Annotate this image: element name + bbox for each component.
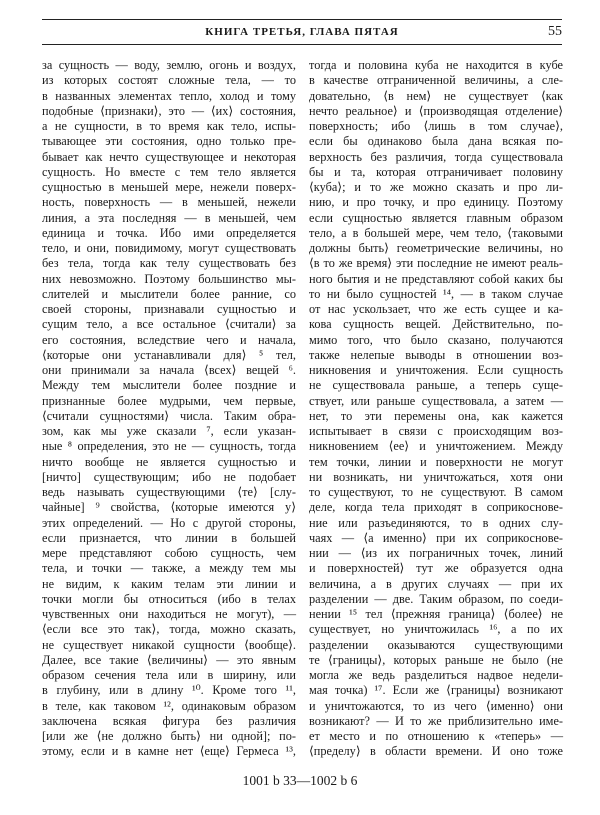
text-line: сущим тело, а все остальное ⟨считали⟩ за (42, 317, 296, 332)
text-line: если сущностью является главным образом (309, 210, 563, 225)
text-line: могла же ведь разделиться надвое недели- (309, 668, 563, 682)
text-line: мимо того, что было сказано, получаются (309, 332, 563, 347)
page-number: 55 (548, 24, 562, 39)
text-line: мере представляют собою сущность, чем (42, 546, 296, 560)
text-line: Далее, все такие ⟨величины⟩ — это явным (42, 652, 296, 667)
text-line: своей стороны, признавали сущностью и (42, 302, 296, 316)
text-line: должны быть⟩ геометрические величины, но (309, 241, 563, 255)
text-line: испытывает в связи с происходящим воз- (309, 424, 563, 438)
text-line: признанные более мудрыми, чем первые, (42, 393, 296, 408)
bekker-reference: 1001 b 33—1002 b 6 (242, 773, 358, 788)
text-line: без тела, тогда как телу существовать без (42, 256, 296, 271)
text-line: поверхность; ибо ⟨лишь в том случае⟩, (309, 119, 563, 133)
text-line: нечто реальное⟩ и ⟨производящая отделение⟩ (309, 103, 563, 118)
text-line: величина, а в других случаях — при их (309, 576, 563, 591)
text-line: слителей и мыслители более ранние, со (42, 286, 296, 301)
text-line: не существует никакой сущности ⟨вообще⟩. (42, 637, 296, 652)
text-line: в качестве отграниченной величины, а сле- (309, 73, 563, 88)
text-line: в названных элементах тепло, холод и тому (42, 88, 296, 103)
text-line: [ничто] существующим; ибо не подобает (42, 469, 296, 484)
text-line: верхность без различия, тогда существовала (309, 149, 563, 164)
text-line: ствует, или раньше существовала, а затем — (309, 393, 563, 408)
text-line: чаях — ⟨а именно⟩ при их соприкоснове- (309, 530, 563, 545)
text-line: ного бытия и не представляют собой каких бы (309, 271, 563, 286)
text-line: ничто вообще не является сущностью и (42, 454, 296, 469)
text-line: Между тем мыслители более поздние и (42, 378, 296, 393)
text-line: тела, и точки — также, а между тем мы (42, 561, 296, 576)
text-line: никновением ⟨ее⟩ и уничтожением. Между (309, 439, 563, 454)
text-line: образом сечения тела или в ширину, или (42, 668, 296, 682)
text-line: возникают? — И то же приблизительно име- (309, 713, 563, 728)
text-line: тогда и половина куба не находится в кубе (309, 58, 563, 72)
text-line: кова сущность вещей. Действительно, по- (309, 317, 563, 332)
text-line: не видим, к каким телам эти линии и (42, 576, 296, 591)
text-line: если бы одинаково была дана всякая по- (309, 134, 563, 149)
text-line: также нелепые выводы в отношении воз- (309, 347, 563, 362)
text-line: ни возникать, ни уничтожаться, хотя они (309, 469, 563, 484)
text-line: то существуют, то не существуют. В самом (309, 485, 563, 499)
text-line: мая точка) ¹⁷. Если же ⟨границы⟩ возникают (309, 683, 563, 698)
text-line: чувственных они находиться не могут), — (42, 607, 296, 621)
text-line: за сущность — воду, землю, огонь и воздух, (42, 58, 296, 72)
text-line: сущность. Но вместе с тем тело является (42, 164, 296, 179)
text-line: них невозможно. Поэтому большинство мы- (42, 271, 296, 286)
text-line: ⟨считали сущностями⟩ числа. Таким обра- (42, 408, 296, 423)
text-line: ⟨которые они устанавливали для⟩ ⁵ тел, (42, 347, 296, 362)
text-line: ные ⁸ определения, это не — сущность, тогда (42, 439, 296, 454)
text-line: заключена всякая фигура без различия (42, 713, 296, 728)
text-line: ⟨если все это так⟩, тогда, можно сказать, (42, 622, 296, 637)
text-line: разделении оказываются существующими (309, 637, 563, 652)
text-line: этому, если и в камне нет ⟨еще⟩ Гермеса ¹³, (42, 744, 296, 759)
text-line: бывает как нечто существующее и некоторая (42, 149, 296, 164)
text-line: если признается, что линии в большей (42, 530, 296, 545)
text-line: тело, и они, повидимому, могут существовать (42, 241, 296, 255)
text-line: подобные ⟨признаки⟩, это — ⟨их⟩ состояния, (42, 103, 296, 118)
text-line: ние или разъединяются, то в одних слу- (309, 515, 563, 530)
text-line: чайные] ⁹ свойства, ⟨которые имеются у⟩ (42, 500, 296, 515)
text-line: а не сущности, в то время как тело, испы- (42, 119, 296, 133)
text-line: ведь называть существующими ⟨те⟩ [слу- (42, 485, 296, 499)
text-line: единица и точка. Ибо ими определяется (42, 225, 296, 240)
running-header-title: КНИГА ТРЕТЬЯ, ГЛАВА ПЯТАЯ (205, 26, 399, 38)
text-line: бы и та, которая отграничивает половину (309, 164, 563, 179)
right-text-column (309, 58, 563, 760)
text-line: точки могли бы относиться (ибо в телах (42, 591, 296, 606)
text-line: ⟨в то же время⟩ эти последние не имеют реаль- (309, 256, 563, 271)
text-line: то ни было сущностей ¹⁴, — в таком случае (309, 286, 563, 301)
text-line: довательно, ⟨в нем⟩ не существует ⟨как (309, 88, 563, 103)
text-line: ⟨куба⟩; и то же можно сказать и про ли- (309, 180, 563, 194)
text-line: ет место и по отношению к «теперь» — (309, 729, 563, 743)
text-line: сущностью в меньшей мере, нежели поверх- (42, 180, 296, 194)
left-text-column (42, 58, 296, 760)
text-line: никновения и уничтожения. Если сущность (309, 363, 563, 377)
header-top-rule (42, 19, 562, 20)
text-line: от нас ускользает, что же есть сущее и ка- (309, 302, 563, 316)
text-line: нении ¹⁵ тел ⟨прежняя граница⟩ ⟨более⟩ не (309, 607, 563, 621)
text-line: деле, когда тела приходят в соприкоснове- (309, 500, 563, 515)
text-line: и поверхностей⟩ тут же образуется одна (309, 561, 563, 576)
text-line: [или же ⟨не должно быть⟩ ни одной]; по- (42, 729, 296, 743)
text-line: в теле, как таковом ¹², одинаковым образом (42, 698, 296, 713)
text-line: тем точки, линии и поверхности не могут (309, 454, 563, 469)
text-line: этих определений. — Но с другой стороны, (42, 515, 296, 530)
text-line: ность, поверхность — в меньшей, нежели (42, 195, 296, 210)
text-line: те ⟨границы⟩, которых раньше не было (не (309, 652, 563, 667)
text-line: нет, то эти перемены она, как кажется (309, 408, 563, 423)
header-bottom-rule (42, 44, 562, 45)
text-line: они принимали за начала ⟨всех⟩ вещей ⁶. (42, 363, 296, 377)
text-line: линия, а эта последняя — в меньшей, чем (42, 210, 296, 225)
text-line: существует, но уничтожилась ¹⁶, а по их (309, 622, 563, 637)
text-line: и уничтожаются, то из чего ⟨именно⟩ они (309, 698, 563, 713)
text-line: из которых состоят сложные тела, — то (42, 73, 296, 88)
text-line: тело, а в большей мере, чем тело, ⟨таковыми (309, 225, 563, 240)
text-line: его состояния, вследствие чего и начала, (42, 332, 296, 347)
text-line: тывающее эти состояния, одно только пре- (42, 134, 296, 149)
text-line: в глубину, или в длину ¹⁰. Кроме того ¹¹, (42, 683, 296, 698)
text-line: нию, и про точку, и про единицу. Поэтому (309, 195, 563, 210)
text-line: зом, как мы уже сказали ⁷, если указан- (42, 424, 296, 438)
text-line: не существовала раньше, а теперь суще- (309, 378, 563, 393)
text-line: ⟨пределу⟩ в области времени. И оно тоже (309, 744, 563, 759)
text-line: разделении — две. Таким образом, по соеди- (309, 591, 563, 606)
text-line: нии — ⟨из их пограничных точек, линий (309, 546, 563, 560)
